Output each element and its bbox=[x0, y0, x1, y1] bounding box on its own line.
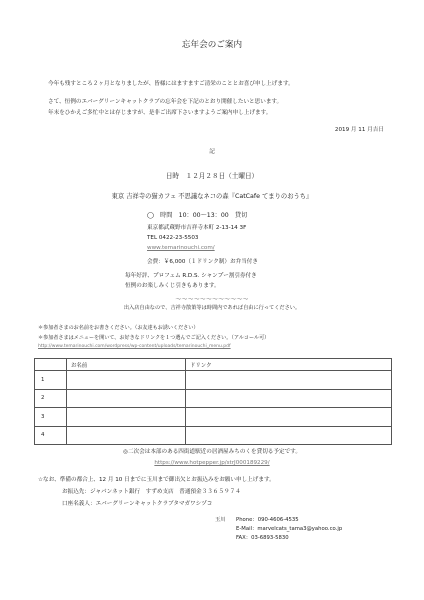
table-row bbox=[35, 371, 392, 390]
drink-cell[interactable] bbox=[186, 426, 392, 445]
ki-heading: 記 bbox=[209, 149, 215, 155]
tilde-divider: ～～～～～～～～～～～～ bbox=[175, 297, 249, 303]
row-number: 3 bbox=[35, 408, 67, 427]
header-drink: ドリンク bbox=[186, 359, 392, 371]
contact-name: 玉川 bbox=[215, 517, 226, 523]
table-row bbox=[35, 389, 392, 408]
venue-address: 東京都武蔵野市吉祥寺本町 2-13-14 3F bbox=[147, 225, 247, 231]
venue-name: 東京 吉祥寺の猫カフェ 不思議なネコの森『CatCafe てまりのおうち』 bbox=[111, 193, 313, 200]
time-line: ◯ 時間 10：00～13：00 貸切 bbox=[147, 212, 248, 219]
contact-fax: FAX：03-6893-5830 bbox=[236, 535, 289, 541]
note-name: ＊参加者さまのお名前をお書きください。（お友達もお誘いください） bbox=[38, 325, 199, 331]
note-drink: ＊参加者さまはメニューを開いて、お好きなドリンクを１つ選んでご記入ください。（アルコール可） bbox=[38, 335, 270, 341]
second-party-url-link[interactable]: https://www.hotpepper.jp/strJ000189229/ bbox=[154, 460, 270, 466]
contact-phone: Phone：090-4606-4535 bbox=[236, 517, 299, 523]
row-number: 4 bbox=[35, 426, 67, 445]
page-title: 忘年会のご案内 bbox=[181, 40, 243, 50]
intro-line-1: 今年も残すところ２ヶ月となりましたが、皆様にはますますご清栄のこととお喜び申し上げます。 bbox=[48, 81, 294, 87]
payment-deadline: ☆なお、準備の都合上、12 月 10 日までに玉川まで御出欠とお振込みをお願い申し上げます。 bbox=[38, 477, 275, 483]
header-number-cell bbox=[35, 359, 67, 371]
drink-cell[interactable] bbox=[186, 408, 392, 427]
contact-email: E-Mail：marvelcats_tama3@yahoo.co.jp bbox=[236, 526, 343, 532]
notice-lottery: 恒例のお楽しみくじ引きもあります。 bbox=[125, 283, 220, 289]
name-cell[interactable] bbox=[67, 371, 186, 390]
second-party-note: ◎二次会は本部のある四街道駅近の居酒屋みちのくを貸切る予定です。 bbox=[123, 449, 301, 455]
header-name: お名前 bbox=[67, 359, 186, 371]
notice-shampoo: 毎年好評、プロフェム R.D.S. シャンプー割引券付き bbox=[125, 273, 257, 279]
venue-url-link[interactable]: www.temarinouchi.com/ bbox=[147, 245, 215, 251]
table-row bbox=[35, 426, 392, 445]
nearby-note: 出入店自由なので、吉祥寺散策等は時間内であれば自由に行ってください。 bbox=[123, 305, 301, 311]
signed-date: 2019 月 11 月吉日 bbox=[334, 127, 384, 133]
table-row bbox=[35, 408, 392, 427]
name-cell[interactable] bbox=[67, 389, 186, 408]
menu-url-link[interactable]: http://www.temarinouchi.com/wordpress/wp-content/uploads/temarinouchi_menu.pdf bbox=[38, 344, 231, 349]
row-number: 2 bbox=[35, 389, 67, 408]
table-header-row bbox=[35, 359, 392, 371]
fee-line: 会費：￥6,000（１ドリンク制）お弁当付き bbox=[147, 259, 258, 265]
venue-tel: TEL 0422-23-5503 bbox=[147, 235, 199, 241]
row-number: 1 bbox=[35, 371, 67, 390]
name-cell[interactable] bbox=[67, 408, 186, 427]
drink-cell[interactable] bbox=[186, 371, 392, 390]
intro-line-2: さて、恒例のエバーグリーンキャットクラブの忘年会を下記のとおり開催したいと思います。 bbox=[48, 99, 283, 105]
payment-bank: お振込先：ジャパンネット銀行 すずめ支店 普通預金３３６５９７４ bbox=[62, 489, 241, 495]
attendee-table bbox=[34, 358, 392, 445]
payment-account-holder: 口座名義人：エバーグリーンキャットクラブタマガワシヅコ bbox=[62, 501, 213, 507]
event-date: 日時 １２月２８日（土曜日） bbox=[165, 172, 259, 180]
name-cell[interactable] bbox=[67, 426, 186, 445]
intro-line-3: 年末をひかえご多忙中とは存じますが、是非ご出席下さいますようご案内申し上げます。 bbox=[48, 110, 272, 116]
drink-cell[interactable] bbox=[186, 389, 392, 408]
